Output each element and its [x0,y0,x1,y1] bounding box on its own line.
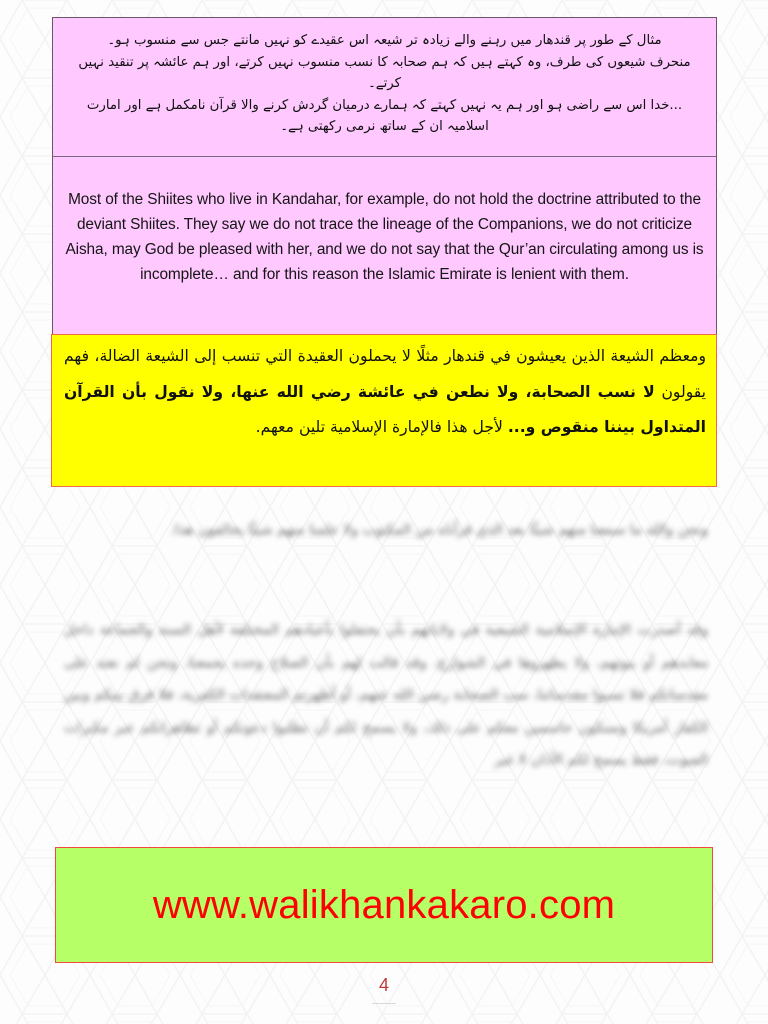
blurred-arabic-paragraph: ونحن والله ما سمعنا منهم شيئًا بعد الذي قرأناه من المكتوب ولا علمنا منهم شيئًا يخالفون هذا. [170,522,708,538]
urdu-translation-box [52,17,717,158]
arabic-text-regular: لأجل هذا فالإمارة الإسلامية تلين معهم. [255,418,508,436]
page-number-underline [372,1003,396,1004]
english-translation-box [52,157,717,335]
english-translation-text: Most of the Shiites who live in Kandahar, for example, do not hold the doctrine attributed to the deviant Shiites. They say we do not trace the lineage of the Companions, we do not criticize Aisha, may God be pleased with her, and we do not say that the Qur’an circulating among us is incomplete… and for this reason the Islamic Emirate is lenient with them. [65,191,704,283]
website-banner [55,847,713,963]
urdu-line: ...خدا اس سے راضی ہو اور ہم یہ نہیں کہتے کہ ہمارے درمیان گردش کرنے والا قرآن نامکمل ہے اور امارت اسلامیہ ان کے ساتھ نرمی رکھتی ہے۔ [86,97,683,135]
blurred-arabic-paragraph: وقد أصدرت الإمارة الإسلامية الشيعية في ولاياتهم بأن يحتفلوا بأعيادهم المختلفة لأهل السنة والجماعة داخل معابدهم أو بيوتهم، ولا يظهروها في الشوارع، وقد قالت لهم بأن الصلاح وحده يجمعنا، ونحن لم نعتد على مقدساتكم فلا تسبوا مقدساتنا، سب الصحابة رضي الله عنهم، أو أظهرتم المعتقدات الكفرية، فلا فرق بينكم وبين الكفار أمريكا وسنكون حاسمين معكم على ذلك، ولا يسمح لكم أن تطلبوا دعوتكم أو تظاهراتكم عبر مكبرات الصوت، فقط يسمح لكم الأذان لا غير [64,622,708,768]
page-number: 4 [378,975,389,995]
arabic-text-bold-highlight: لا نسب الصحابة، ولا نطعن في عائشة رضي الله عنها، ولا نقول بأن القرآن المتداول بيننا منقوص و... [64,382,706,436]
urdu-line: مثال کے طور پر قندھار میں رہنے والے زیادہ تر شیعہ اس عقیدے کو نہیں مانتے جس سے منسوب ہو۔ [107,33,662,48]
urdu-line: منحرف شیعوں کی طرف، وہ کہتے ہیں کہ ہم صحابہ کا نسب منسوب نہیں کرتے، اور ہم عائشہ پر تنقید نہیں کرتے۔ [78,54,691,92]
arabic-source-quote-box [51,334,717,487]
website-url-link[interactable]: www.walikhankakaro.com [152,882,616,927]
arabic-text-regular: ومعظم الشيعة الذين يعيشون في قندهار مثلًا لا يحملون العقيدة التي تنسب إلى الشيعة الضالة، فهم يقولون [64,347,706,401]
